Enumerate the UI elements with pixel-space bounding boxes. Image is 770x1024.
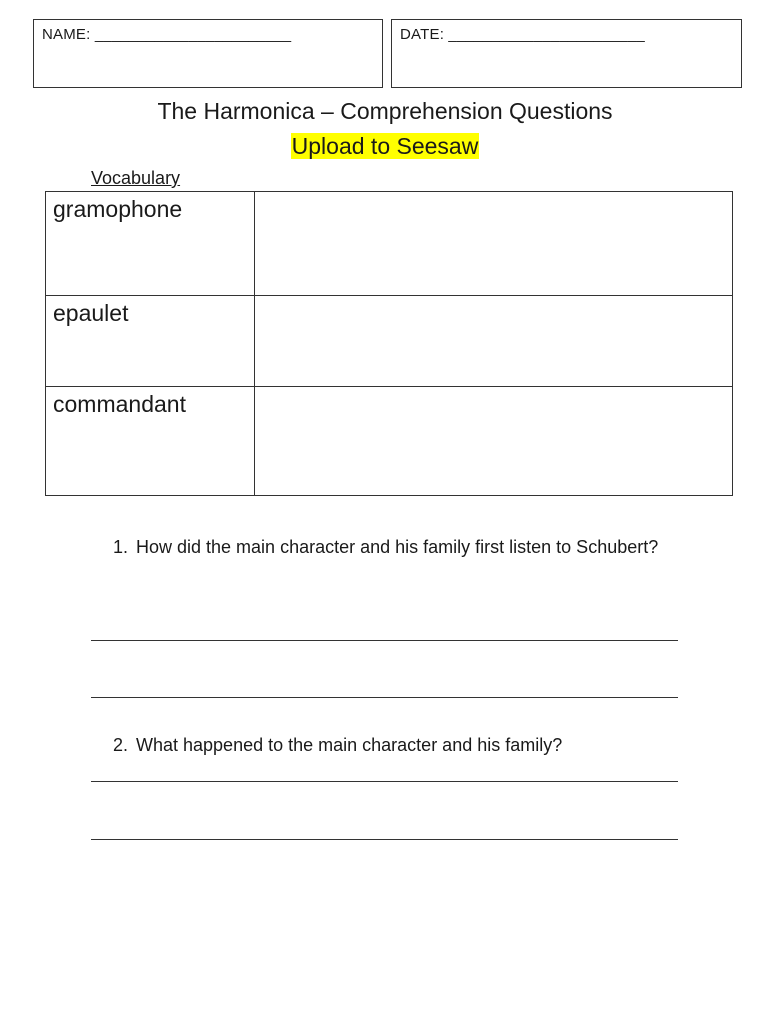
answer-line[interactable] — [91, 839, 678, 840]
question-number: 2. — [113, 735, 129, 755]
page-title: The Harmonica – Comprehension Questions — [157, 98, 613, 124]
definition-cell[interactable] — [255, 192, 733, 296]
vocab-word: gramophone — [46, 192, 255, 296]
name-field[interactable] — [33, 19, 383, 88]
vocabulary-heading: Vocabulary — [91, 168, 181, 188]
vocabulary-table — [45, 191, 733, 496]
answer-line[interactable] — [91, 640, 678, 641]
name-label: NAME: _______________________ — [42, 26, 292, 43]
subtitle-container — [0, 131, 770, 161]
definition-cell[interactable] — [255, 387, 733, 496]
question-1 — [113, 533, 673, 562]
question-text: How did the main character and his family first listen to Schubert? — [136, 537, 659, 557]
date-label: DATE: _______________________ — [400, 26, 645, 43]
vocab-word: epaulet — [46, 296, 255, 387]
definition-cell[interactable] — [255, 296, 733, 387]
table-row — [46, 296, 733, 387]
date-field[interactable] — [391, 19, 742, 88]
table-row — [46, 387, 733, 496]
answer-line[interactable] — [91, 697, 678, 698]
question-text: What happened to the main character and his family? — [136, 735, 563, 755]
question-2 — [113, 731, 673, 760]
answer-line[interactable] — [91, 781, 678, 782]
table-row — [46, 192, 733, 296]
question-number: 1. — [113, 537, 129, 557]
subtitle-highlighted: Upload to Seesaw — [291, 133, 479, 159]
vocab-word: commandant — [46, 387, 255, 496]
